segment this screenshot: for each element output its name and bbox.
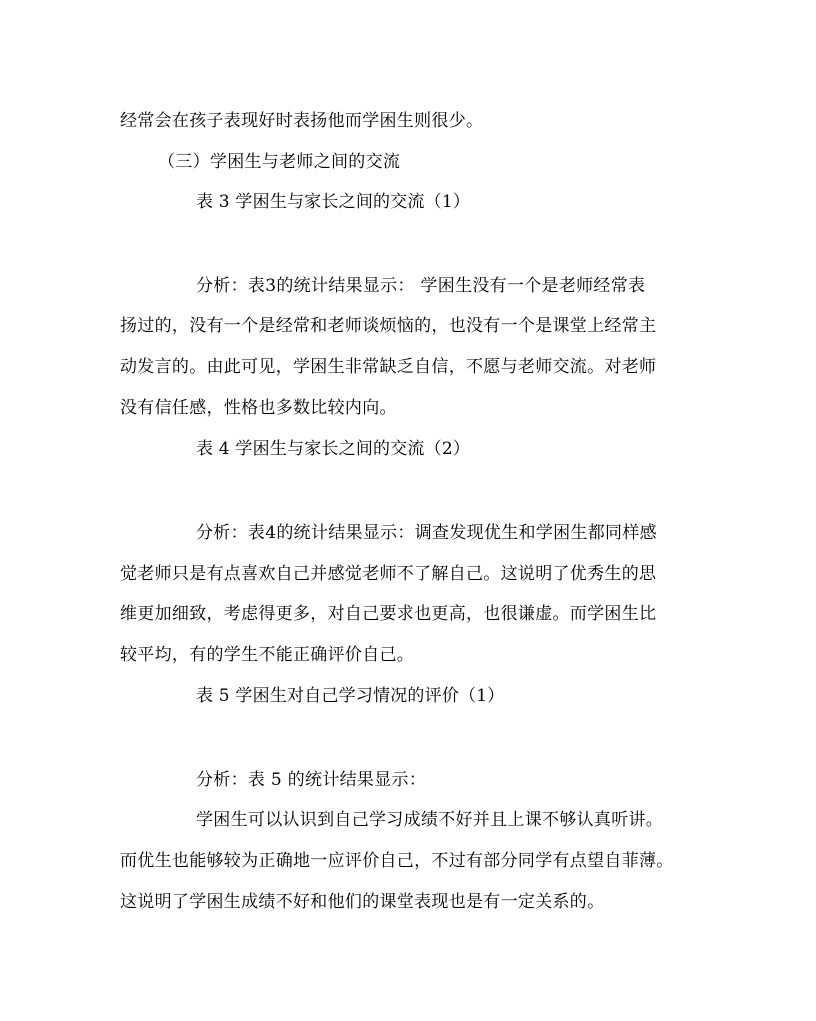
paragraph-line: 动发言的。由此可见，学困生非常缺乏自信，不愿与老师交流。对老师 bbox=[120, 357, 657, 377]
paragraph-line: 没有信任感，性格也多数比较内向。 bbox=[120, 398, 397, 418]
table-caption-4: 表 4 学困生与家长之间的交流（2） bbox=[196, 439, 471, 459]
paragraph-line: 经常会在孩子表现好时表扬他而学困生则很少。 bbox=[120, 111, 484, 131]
paragraph-line: 这说明了学困生成绩不好和他们的课堂表现也是有一定关系的。 bbox=[120, 892, 605, 912]
paragraph-line: 维更加细致，考虑得更多，对自己要求也更高，也很谦虚。而学困生比 bbox=[120, 604, 657, 624]
section-heading: （三）学困生与老师之间的交流 bbox=[158, 152, 401, 172]
paragraph-line: 觉老师只是有点喜欢自己并感觉老师不了解自己。这说明了优秀生的思 bbox=[120, 564, 657, 584]
paragraph-line: 较平均，有的学生不能正确评价自己。 bbox=[120, 645, 415, 665]
table-caption-5: 表 5 学困生对自己学习情况的评价（1） bbox=[196, 686, 505, 706]
paragraph-line: 分析：表3的统计结果显示： 学困生没有一个是老师经常表 bbox=[196, 276, 646, 296]
paragraph-line: 学困生可以认识到自己学习成绩不好并且上课不够认真听讲。 bbox=[196, 810, 664, 830]
paragraph-line: 扬过的，没有一个是经常和老师谈烦恼的，也没有一个是课堂上经常主 bbox=[120, 316, 657, 336]
paragraph-line: 而优生也能够较为正确地一应评价自己，不过有部分同学有点望自菲薄。 bbox=[120, 851, 674, 871]
table-caption-3: 表 3 学困生与家长之间的交流（1） bbox=[196, 192, 471, 212]
paragraph-line: 分析：表4的统计结果显示：调查发现优生和学困生都同样感 bbox=[196, 523, 657, 543]
paragraph-line: 分析：表 5 的统计结果显示： bbox=[196, 770, 427, 790]
